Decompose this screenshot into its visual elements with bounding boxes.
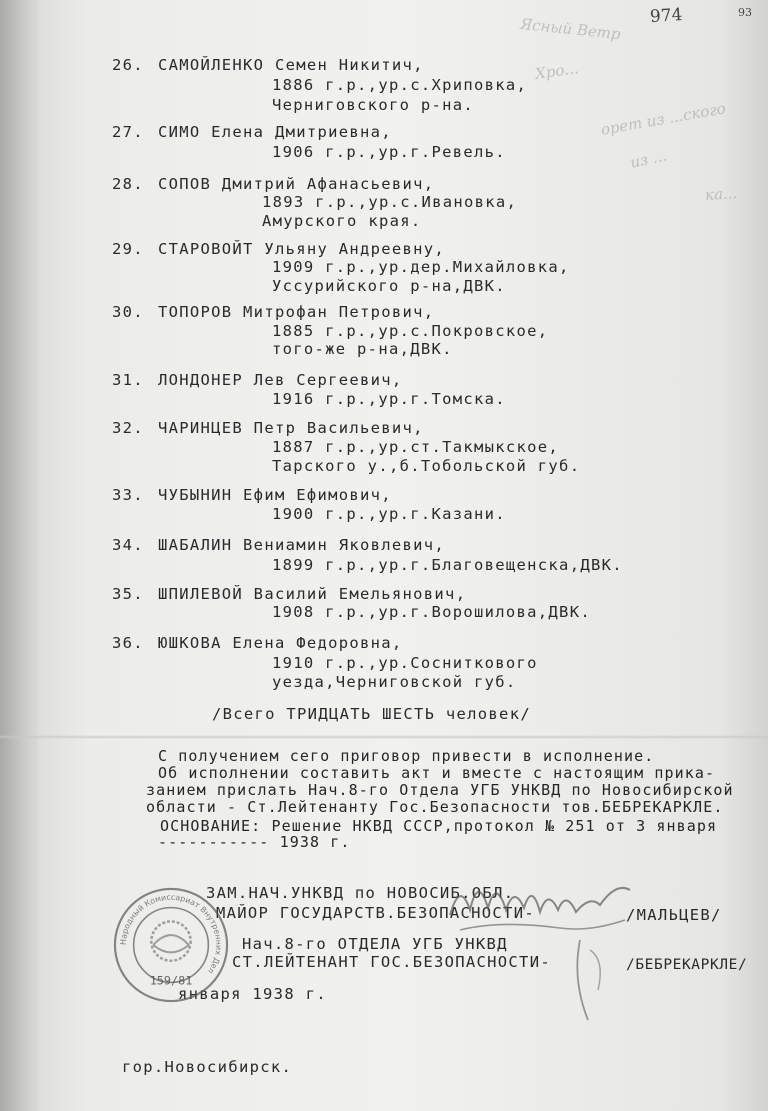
- person-birth: 1906 г.р.,ур.г.Ревель.: [272, 143, 506, 161]
- person-region: уезда,Черниговской губ.: [272, 673, 517, 691]
- entry-number: 29.: [112, 240, 144, 258]
- person-name: ЛОНДОНЕР Лев Сергеевич,: [158, 371, 403, 389]
- entry-number: 34.: [112, 536, 144, 554]
- person-region: Амурского края.: [262, 212, 422, 230]
- paper-fold: [0, 735, 768, 739]
- person-name: ШАБАЛИН Вениамин Яковлевич,: [158, 536, 446, 554]
- svg-text:Народный Комиссариат Внутренни: [119, 893, 224, 976]
- scan-left-edge: [0, 0, 38, 1111]
- person-name: СОПОВ Дмитрий Афанасьевич,: [158, 175, 435, 193]
- person-name: СИМО Елена Дмитриевна,: [158, 123, 392, 141]
- person-birth: 1893 г.р.,ур.с.Ивановка,: [262, 193, 518, 211]
- person-name: ЧАРИНЦЕВ Петр Васильевич,: [158, 419, 424, 437]
- person-name: ТОПОРОВ Митрофан Петрович,: [158, 303, 435, 321]
- faint-note: ка...: [704, 183, 738, 205]
- official-seal: [112, 886, 230, 1004]
- person-region: Уссурийского р-на,ДВК.: [272, 277, 506, 295]
- order-line: области - Ст.Лейтенанту Гос.Безопасности тов.БЕБРЕКАРКЛЕ.: [146, 798, 724, 816]
- order-line: Об исполнении составить акт и вместе с настоящим прика-: [158, 764, 716, 782]
- person-birth: 1908 г.р.,ур.г.Ворошилова,ДВК.: [272, 603, 591, 621]
- person-name: ШПИЛЕВОЙ Василий Емельянович,: [158, 585, 467, 603]
- entry-number: 27.: [112, 123, 144, 141]
- signer2-rank: СТ.ЛЕЙТЕНАНТ ГОС.БЕЗОПАСНОСТИ-: [232, 953, 551, 971]
- signer2-title: Нач.8-го ОТДЕЛА УГБ УНКВД: [242, 935, 508, 953]
- person-name: ЮШКОВА Елена Федоровна,: [158, 634, 403, 652]
- person-birth: 1885 г.р.,ур.с.Покровское,: [272, 322, 549, 340]
- total-count: /Всего ТРИДЦАТЬ ШЕСТЬ человек/: [212, 705, 531, 723]
- person-birth: 1909 г.р.,ур.дер.Михайловка,: [272, 258, 570, 276]
- person-name: СТАРОВОЙТ Ульяну Андреевну,: [158, 240, 446, 258]
- entry-number: 35.: [112, 585, 144, 603]
- order-line: С получением сего приговор привести в исполнение.: [158, 747, 655, 765]
- order-basis: ОСНОВАНИЕ: Решение НКВД СССР,протокол № 251 от 3 января: [160, 817, 718, 835]
- entry-number: 31.: [112, 371, 144, 389]
- person-birth: 1916 г.р.,ур.г.Томска.: [272, 390, 506, 408]
- handwritten-signature: [440, 860, 640, 1030]
- faint-note: Хро...: [533, 59, 580, 83]
- seal-number: 159/81: [149, 973, 193, 988]
- person-birth: 1910 г.р.,ур.Сосниткового: [272, 654, 538, 672]
- entry-number: 36.: [112, 634, 144, 652]
- signer1-rank: МАЙОР ГОСУДАРСТВ.БЕЗОПАСНОСТИ-: [216, 904, 535, 922]
- signer1-name: /МАЛЬЦЕВ/: [626, 906, 722, 924]
- faint-note: орет из ...ского: [599, 99, 728, 139]
- person-name: ЧУБЫНИН Ефим Ефимович,: [158, 486, 392, 504]
- entry-number: 30.: [112, 303, 144, 321]
- faint-note: из ...: [628, 146, 669, 172]
- entry-number: 33.: [112, 486, 144, 504]
- entry-number: 28.: [112, 175, 144, 193]
- order-basis-date: ----------- 1938 г.: [158, 833, 351, 851]
- person-region: Черниговского р-на.: [272, 96, 475, 114]
- person-birth: 1887 г.р.,ур.ст.Такмыкское,: [272, 438, 560, 456]
- sheet-number: 974: [649, 4, 684, 28]
- entry-number: 26.: [112, 56, 144, 74]
- person-birth: 1899 г.р.,ур.г.Благовещенска,ДВК.: [272, 556, 623, 574]
- signer2-name: /БЕБРЕКАРКЛЕ/: [626, 957, 748, 973]
- seal-text: Народный Комиссариат Внутренних Дел: [118, 892, 224, 976]
- person-region: того-же р-на,ДВК.: [272, 340, 453, 358]
- order-line: занием прислать Нач.8-го Отдела УГБ УНКВД по Новосибирской: [146, 781, 734, 799]
- faint-note: Ясный Ветр: [519, 14, 622, 44]
- person-birth: 1886 г.р.,ур.с.Хриповка,: [272, 76, 528, 94]
- document-place: гор.Новосибирск.: [122, 1058, 293, 1076]
- person-region: Тарского у.,б.Тобольской губ.: [272, 457, 581, 475]
- person-birth: 1900 г.р.,ур.г.Казани.: [272, 505, 506, 523]
- folio-number: 93: [738, 6, 752, 19]
- entry-number: 32.: [112, 419, 144, 437]
- person-name: САМОЙЛЕНКО Семен Никитич,: [158, 56, 424, 74]
- signer1-title: ЗАМ.НАЧ.УНКВД по НОВОСИБ.ОБЛ.: [206, 884, 515, 902]
- document-date: января 1938 г.: [178, 985, 327, 1003]
